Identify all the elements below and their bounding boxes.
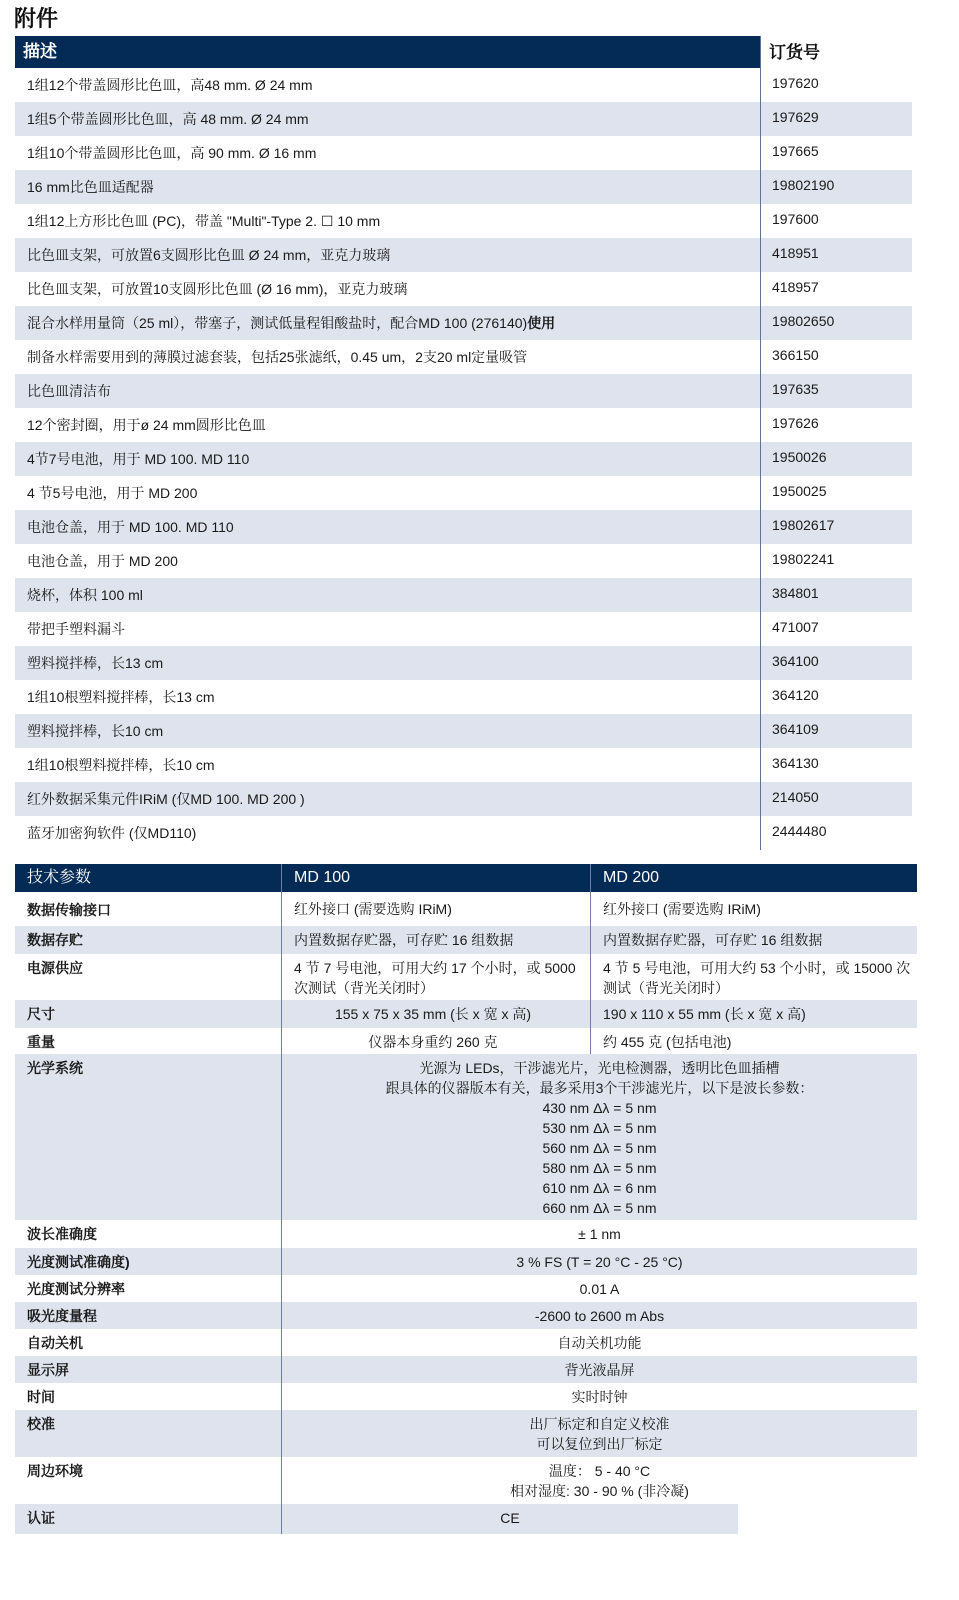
table-row xyxy=(15,612,912,646)
spec-label: 校准 xyxy=(27,1416,55,1432)
table-row xyxy=(15,714,912,748)
spec-value: 0.01 A xyxy=(281,1275,917,1302)
spec-label: 光度测试分辨率 xyxy=(27,1281,125,1297)
accessory-order-number: 364100 xyxy=(760,646,912,680)
table-row xyxy=(15,340,912,374)
spec-label: 波长准确度 xyxy=(27,1226,97,1242)
table-row xyxy=(15,476,912,510)
accessory-description-text: 烧杯，体积 100 ml xyxy=(27,587,143,603)
accessory-order-number: 197635 xyxy=(760,374,912,408)
spec-label: 认证 xyxy=(27,1510,55,1526)
spec-row-photometric-accuracy xyxy=(15,1248,917,1275)
table-row xyxy=(15,204,912,238)
accessory-description-text: 比色皿清洁布 xyxy=(27,383,111,399)
accessory-order-number: 364120 xyxy=(760,680,912,714)
accessory-description xyxy=(15,442,760,476)
accessory-order-number: 197620 xyxy=(760,68,912,102)
accessory-order-number: 197626 xyxy=(760,408,912,442)
accessory-description-text: 12个密封圈，用于ø 24 mm圆形比色皿 xyxy=(27,417,266,433)
spec-label: 时间 xyxy=(27,1389,55,1405)
spec-label: 电源供应 xyxy=(27,960,83,976)
spec-label: 吸光度量程 xyxy=(27,1308,97,1324)
accessory-description-text: 1组10根塑料搅拌棒，长10 cm xyxy=(27,757,215,773)
spec-label: 数据传输接口 xyxy=(27,902,111,918)
accessory-description-text: 塑料搅拌棒，长10 cm xyxy=(27,723,164,739)
table-row xyxy=(15,544,912,578)
wavelength-580: 580 nm Δλ = 5 nm xyxy=(542,1160,657,1176)
spec-row-auto-off xyxy=(15,1329,917,1356)
accessory-description xyxy=(15,340,760,374)
spec-label: 周边环境 xyxy=(27,1463,83,1479)
accessory-description-text: 1组12上方形比色皿 (PC)，带盖 "Multi"-Type 2. ☐ 10 mm xyxy=(27,213,381,229)
accessory-description xyxy=(15,510,760,544)
spec-row-size xyxy=(15,1000,917,1028)
spec-label: 尺寸 xyxy=(27,1006,55,1022)
spec-row-optics xyxy=(15,1054,917,1220)
spec-row-certification xyxy=(15,1504,738,1534)
spec-label: 光度测试准确度) xyxy=(27,1254,130,1270)
accessory-description-text: 1组10根塑料搅拌棒，长13 cm xyxy=(27,689,215,705)
column-header-order-number: 订货号 xyxy=(760,36,912,68)
accessory-description-text: 1组10个带盖圆形比色皿，高 90 mm. Ø 16 mm xyxy=(27,145,317,161)
table-row xyxy=(15,408,912,442)
accessory-description xyxy=(15,578,760,612)
page-title: 附件 xyxy=(14,6,59,31)
accessory-order-number: 366150 xyxy=(760,340,912,374)
accessory-description-text: 1组5个带盖圆形比色皿，高 48 mm. Ø 24 mm xyxy=(27,111,309,127)
accessory-description-text: 1组12个带盖圆形比色皿，高48 mm. Ø 24 mm xyxy=(27,77,313,93)
table-row xyxy=(15,306,912,340)
accessory-description xyxy=(15,782,760,816)
spec-value-md200: 4 节 5 号电池，可用大约 53 个小时，或 15000 次测试（背光关闭时） xyxy=(590,954,917,1000)
environment-line: 温度： 5 - 40 °C xyxy=(548,1463,651,1479)
spec-value: 3 % FS (T = 20 °C - 25 °C) xyxy=(281,1248,917,1275)
accessory-description-text: 红外数据采集元件IRiM (仅MD 100. MD 200 ) xyxy=(27,791,305,807)
accessory-description xyxy=(15,816,760,850)
spec-value-md200: 190 x 110 x 55 mm (长 x 宽 x 高) xyxy=(590,1000,917,1028)
accessory-description xyxy=(15,272,760,306)
spec-value: -2600 to 2600 m Abs xyxy=(281,1302,917,1329)
calibration-line: 可以复位到出厂标定 xyxy=(536,1436,663,1452)
accessories-table-body xyxy=(15,68,912,850)
accessory-description xyxy=(15,102,760,136)
accessory-description xyxy=(15,748,760,782)
accessory-description xyxy=(15,408,760,442)
accessory-order-number: 19802241 xyxy=(760,544,912,578)
accessory-description xyxy=(15,238,760,272)
accessory-description xyxy=(15,204,760,238)
spec-label: 光学系统 xyxy=(27,1060,83,1076)
accessory-order-number: 384801 xyxy=(760,578,912,612)
column-header-description: 描述 xyxy=(15,36,760,68)
spec-value: 自动关机功能 xyxy=(281,1329,917,1356)
accessory-order-number: 19802650 xyxy=(760,306,912,340)
accessory-description-text: 电池仓盖，用于 MD 200 xyxy=(27,553,178,569)
specifications-table-header xyxy=(15,864,917,892)
table-row xyxy=(15,238,912,272)
accessories-table xyxy=(15,36,912,850)
accessory-order-number: 471007 xyxy=(760,612,912,646)
accessory-order-number: 197629 xyxy=(760,102,912,136)
column-header-md200: MD 200 xyxy=(590,864,917,892)
spec-value-md100: 红外接口 (需要选购 IRiM) xyxy=(281,892,590,926)
spec-row-display xyxy=(15,1356,917,1383)
accessory-description xyxy=(15,680,760,714)
spec-row-absorbance-range xyxy=(15,1302,917,1329)
accessory-order-number: 214050 xyxy=(760,782,912,816)
spec-label: 数据存贮 xyxy=(27,932,83,948)
spec-row-time xyxy=(15,1383,917,1410)
spec-value: 背光液晶屏 xyxy=(281,1356,917,1383)
accessory-order-number: 418957 xyxy=(760,272,912,306)
accessory-description xyxy=(15,646,760,680)
spec-row-weight xyxy=(15,1028,917,1054)
accessory-description xyxy=(15,612,760,646)
wavelength-660: 660 nm Δλ = 5 nm xyxy=(542,1200,657,1216)
table-row xyxy=(15,748,912,782)
accessory-order-number: 418951 xyxy=(760,238,912,272)
spec-value-md200: 约 455 克 (包括电池) xyxy=(590,1028,917,1054)
accessory-description xyxy=(15,476,760,510)
spec-value xyxy=(281,1410,917,1457)
spec-value: ± 1 nm xyxy=(281,1220,917,1248)
table-row xyxy=(15,646,912,680)
spec-row-wavelength-accuracy xyxy=(15,1220,917,1248)
accessory-description-bold: 使用 xyxy=(527,315,556,331)
spec-row-storage xyxy=(15,926,917,954)
table-row xyxy=(15,782,912,816)
accessory-description-text: 比色皿支架，可放置6支圆形比色皿 Ø 24 mm，亚克力玻璃 xyxy=(27,247,391,263)
accessories-table-header xyxy=(15,36,912,68)
spec-label: 重量 xyxy=(27,1034,55,1050)
accessory-description-text: 蓝牙加密狗软件 (仅MD110) xyxy=(27,825,197,841)
table-row xyxy=(15,578,912,612)
table-row xyxy=(15,136,912,170)
accessory-description xyxy=(15,136,760,170)
accessory-order-number: 197600 xyxy=(760,204,912,238)
accessory-description-text: 混合水样用量筒（25 ml），带塞子，测试低量程钼酸盐时，配合MD 100 (276140) xyxy=(27,315,528,331)
accessory-description xyxy=(15,170,760,204)
accessory-description-text: 4节7号电池，用于 MD 100. MD 110 xyxy=(27,451,250,467)
optics-line: 光源为 LEDs，干涉滤光片，光电检测器，透明比色皿插槽 xyxy=(419,1060,780,1076)
accessory-description-text: 电池仓盖，用于 MD 100. MD 110 xyxy=(27,519,234,535)
spec-row-calibration xyxy=(15,1410,917,1457)
spec-value-md200: 内置数据存贮器，可存贮 16 组数据 xyxy=(590,926,917,954)
spec-row-power xyxy=(15,954,917,1000)
spec-label: 自动关机 xyxy=(27,1335,83,1351)
spec-value: 实时时钟 xyxy=(281,1383,917,1410)
table-row xyxy=(15,816,912,850)
accessory-order-number: 197665 xyxy=(760,136,912,170)
spec-value-md100: 4 节 7 号电池，可用大约 17 个小时，或 5000 次测试（背光关闭时） xyxy=(281,954,590,1000)
wavelength-430: 430 nm Δλ = 5 nm xyxy=(542,1100,657,1116)
column-header-md100: MD 100 xyxy=(281,864,590,892)
spec-row-interface xyxy=(15,892,917,926)
accessory-description xyxy=(15,544,760,578)
wavelength-560: 560 nm Δλ = 5 nm xyxy=(542,1140,657,1156)
accessory-description xyxy=(15,68,760,102)
accessory-description-text: 塑料搅拌棒，长13 cm xyxy=(27,655,164,671)
accessory-description xyxy=(15,374,760,408)
accessory-description-text: 16 mm比色皿适配器 xyxy=(27,179,154,195)
accessory-description xyxy=(15,306,760,340)
spec-value-optics xyxy=(281,1054,917,1220)
table-row xyxy=(15,102,912,136)
table-row xyxy=(15,442,912,476)
accessory-description-text: 带把手塑料漏斗 xyxy=(27,621,125,637)
specifications-table xyxy=(15,864,917,1534)
spec-value-md100: 内置数据存贮器，可存贮 16 组数据 xyxy=(281,926,590,954)
accessory-order-number: 1950025 xyxy=(760,476,912,510)
wavelength-610: 610 nm Δλ = 6 nm xyxy=(542,1180,657,1196)
spec-value-md200: 红外接口 (需要选购 IRiM) xyxy=(590,892,917,926)
table-row xyxy=(15,374,912,408)
spec-value xyxy=(281,1457,917,1504)
spec-row-photometric-resolution xyxy=(15,1275,917,1302)
table-row xyxy=(15,68,912,102)
spec-value: CE xyxy=(281,1504,738,1534)
calibration-line: 出厂标定和自定义校准 xyxy=(529,1416,670,1432)
wavelength-530: 530 nm Δλ = 5 nm xyxy=(542,1120,657,1136)
spec-row-environment xyxy=(15,1457,917,1504)
spec-value-md100: 仪器本身重约 260 克 xyxy=(281,1028,590,1054)
table-row xyxy=(15,680,912,714)
accessory-description-text: 制备水样需要用到的薄膜过滤套装，包括25张滤纸，0.45 um，2支20 ml定量吸管 xyxy=(27,349,528,365)
accessory-order-number: 364130 xyxy=(760,748,912,782)
accessory-order-number: 19802190 xyxy=(760,170,912,204)
spec-value-md100: 155 x 75 x 35 mm (长 x 宽 x 高) xyxy=(281,1000,590,1028)
table-row xyxy=(15,510,912,544)
environment-line: 相对湿度: 30 - 90 % (非冷凝) xyxy=(510,1483,689,1499)
accessory-description-text: 4 节5号电池，用于 MD 200 xyxy=(27,485,198,501)
accessory-description xyxy=(15,714,760,748)
accessory-description-text: 比色皿支架，可放置10支圆形比色皿 (Ø 16 mm)，亚克力玻璃 xyxy=(27,281,408,297)
accessory-order-number: 1950026 xyxy=(760,442,912,476)
column-header-parameter: 技术参数 xyxy=(27,869,92,886)
spec-label: 显示屏 xyxy=(27,1362,69,1378)
table-row xyxy=(15,170,912,204)
optics-line: 跟具体的仪器版本有关，最多采用3个干涉滤光片，以下是波长参数： xyxy=(385,1080,814,1096)
table-row xyxy=(15,272,912,306)
accessory-order-number: 2444480 xyxy=(760,816,912,850)
accessory-order-number: 19802617 xyxy=(760,510,912,544)
accessory-order-number: 364109 xyxy=(760,714,912,748)
